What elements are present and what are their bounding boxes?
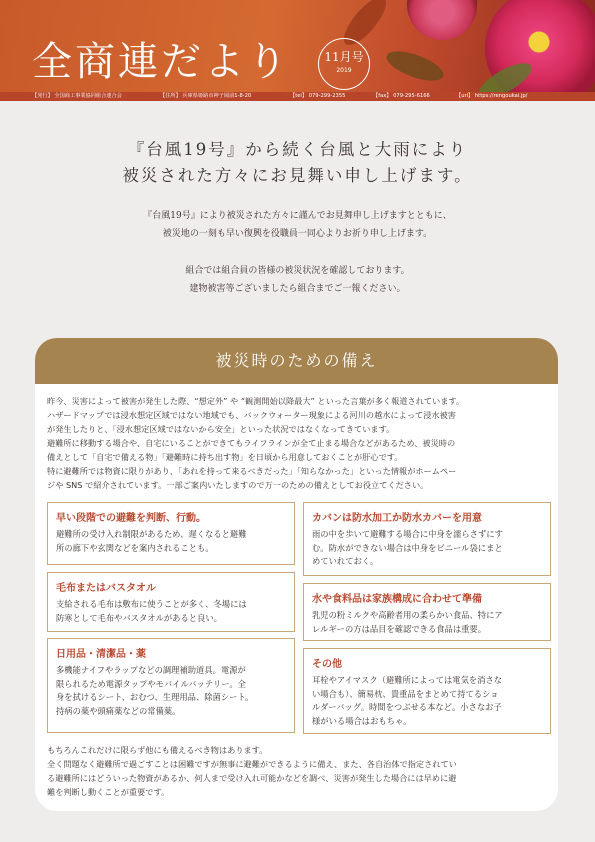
publisher-info-bar: [0, 92, 595, 101]
tip-line: 限られるため電源タップやモバイルバッテリー。全: [56, 678, 246, 689]
tip-box-early-evacuation: [47, 502, 295, 565]
section-outro: [47, 743, 552, 799]
tip-heading: 日用品・清潔品・薬: [56, 649, 146, 660]
newsletter-title: 全商連だより: [32, 39, 290, 85]
tip-line: 多機能ナイフやラップなどの調理補助道具。電源が: [56, 665, 246, 675]
decorative-leaf: [383, 45, 447, 86]
issue-month: 11月号: [324, 50, 364, 64]
tip-line: めていれておく。: [312, 556, 379, 566]
issue-badge: [318, 38, 370, 90]
tip-line: 乳児の粉ミルクや高齢者用の柔らかい食品、特にア: [312, 610, 503, 620]
tip-box-waterproof-bag: [303, 502, 551, 576]
tip-line: む。防水ができない場合は中身をビニール袋にまと: [312, 542, 503, 553]
preparedness-section: [35, 338, 558, 811]
tip-line: 所の廊下や玄関などを案内されることも。: [56, 542, 214, 553]
intro-line: 避難所に移動する場合や、自宅にいることができてもライフラインが全て止まる場合などがあるため、被災時の: [47, 438, 456, 448]
tip-box-food-water: [303, 583, 551, 641]
tip-heading: 毛布またはバスタオル: [56, 583, 156, 594]
tel-text: 【tel】 079-299-2355: [290, 93, 346, 99]
tip-line: 避難所の受け入れ制限があるため、遅くなると避難: [56, 529, 247, 539]
outro-line: もちろんこれだけに限らず他にも備えるべき物はあります。: [47, 745, 268, 755]
address-text: 【住所】 兵庫県姫路市神子岡前1-8-20: [160, 93, 252, 99]
tip-line: 防寒として毛布やバスタオルがあると良い。: [56, 612, 222, 623]
outro-line: る避難所にはどういった物資があるか、何人まで受け入れ可能かなどを調べ、災害が発生した場合には早めに避: [47, 773, 457, 783]
tip-heading: その他: [312, 659, 342, 670]
tip-line: 耳栓やアイマスク（避難所によっては電気を消さな: [312, 675, 503, 685]
tip-line: 身を拭けるシート、おむつ、生理用品、除菌シート。: [56, 692, 254, 702]
tip-heading: 早い段階での避難を判断、行動。: [56, 513, 206, 524]
section-intro: [47, 394, 552, 492]
tip-line: 様がいる場合はおもちゃ。: [312, 715, 412, 726]
message-line: 被災地の一刻も早い復興を役職員一同心よりお祈り申し上げます。: [162, 229, 433, 239]
intro-line: ジや SNS で紹介されています。一部ご案内いたしますので万一のための備えとしてお役立てください。: [47, 480, 429, 490]
tip-heading: 水や食料品は家族構成に合わせて準備: [312, 594, 482, 605]
message-line: 組合では組合員の皆様の被災状況を確認しております。: [185, 266, 410, 276]
section-heading: 被災時のための備え: [35, 338, 558, 384]
intro-line: 昨今、災害によって被害が発生した際、“想定外” や “観測開始以降最大” といった言葉が多く報道されています。: [47, 396, 465, 406]
intro-line: 特に避難所では物資に限りがあり、「あれを持って来るべきだった」「知らなかった」といった情報がホームペー: [47, 466, 457, 476]
tip-line: 持病の薬や頭痛薬などの常備薬。: [56, 705, 181, 716]
lead-heading-line: 『台風19号』から続く台風と大雨により: [127, 140, 468, 159]
lead-heading-line: 被災された方々にお見舞い申し上げます。: [122, 166, 473, 185]
publisher-text: 【発行】 全国商工事業協同組合連合会: [32, 93, 122, 99]
message-line: 『台風19号』により被災された方々に謹んでお見舞申し上げますとともに、: [143, 211, 452, 221]
tip-line: ルダーバッグ。時間をつぶせる本など。小さなお子: [312, 702, 502, 712]
fax-text: 【fax】 079-295-6166: [373, 93, 430, 99]
tip-heading: カバンは防水加工か防水カバーを用意: [312, 513, 482, 524]
tip-box-others: [303, 648, 551, 734]
intro-line: が発生したりと、「浸水想定区域ではないから安全」といった状況ではなくなってきています。: [47, 424, 395, 434]
url-link[interactable]: 【url】 https://rengoukai.jp/: [456, 93, 528, 99]
header-banner: [0, 0, 595, 92]
tip-box-blanket: [47, 572, 295, 632]
tip-line: 雨の中を歩いて避難する場合に中身を濡らさずにす: [312, 529, 503, 539]
tip-box-daily-items: [47, 638, 295, 733]
intro-line: 備えとして「自宅で備える物」「避難時に持ち出す物」を日頃から用意しておくことが肝心です。: [47, 452, 403, 462]
decorative-flower: [407, 0, 477, 40]
issue-year: 2019: [336, 67, 352, 74]
message-line: 建物被害等ございましたら組合までご一報ください。: [189, 284, 406, 294]
tip-line: 支給される毛布は敷布に使うことが多く、冬場には: [56, 599, 247, 609]
intro-line: ハザードマップでは浸水想定区域ではない地域でも、バックウォーター現象による河川の越水によって浸水被害: [47, 410, 456, 420]
tip-line: レルギーの方は品目を確認できる食品は重要。: [312, 623, 487, 634]
tip-line: い場合も）、簡易枕、貴重品をまとめて持てるショ: [312, 688, 499, 699]
outro-line: 全く問題なく避難所で過ごすことは困難ですが無事に避難ができるように備え、また、各自治体で指定されてい: [47, 759, 457, 769]
outro-line: 難を判断し動くことが重要です。: [47, 787, 170, 797]
